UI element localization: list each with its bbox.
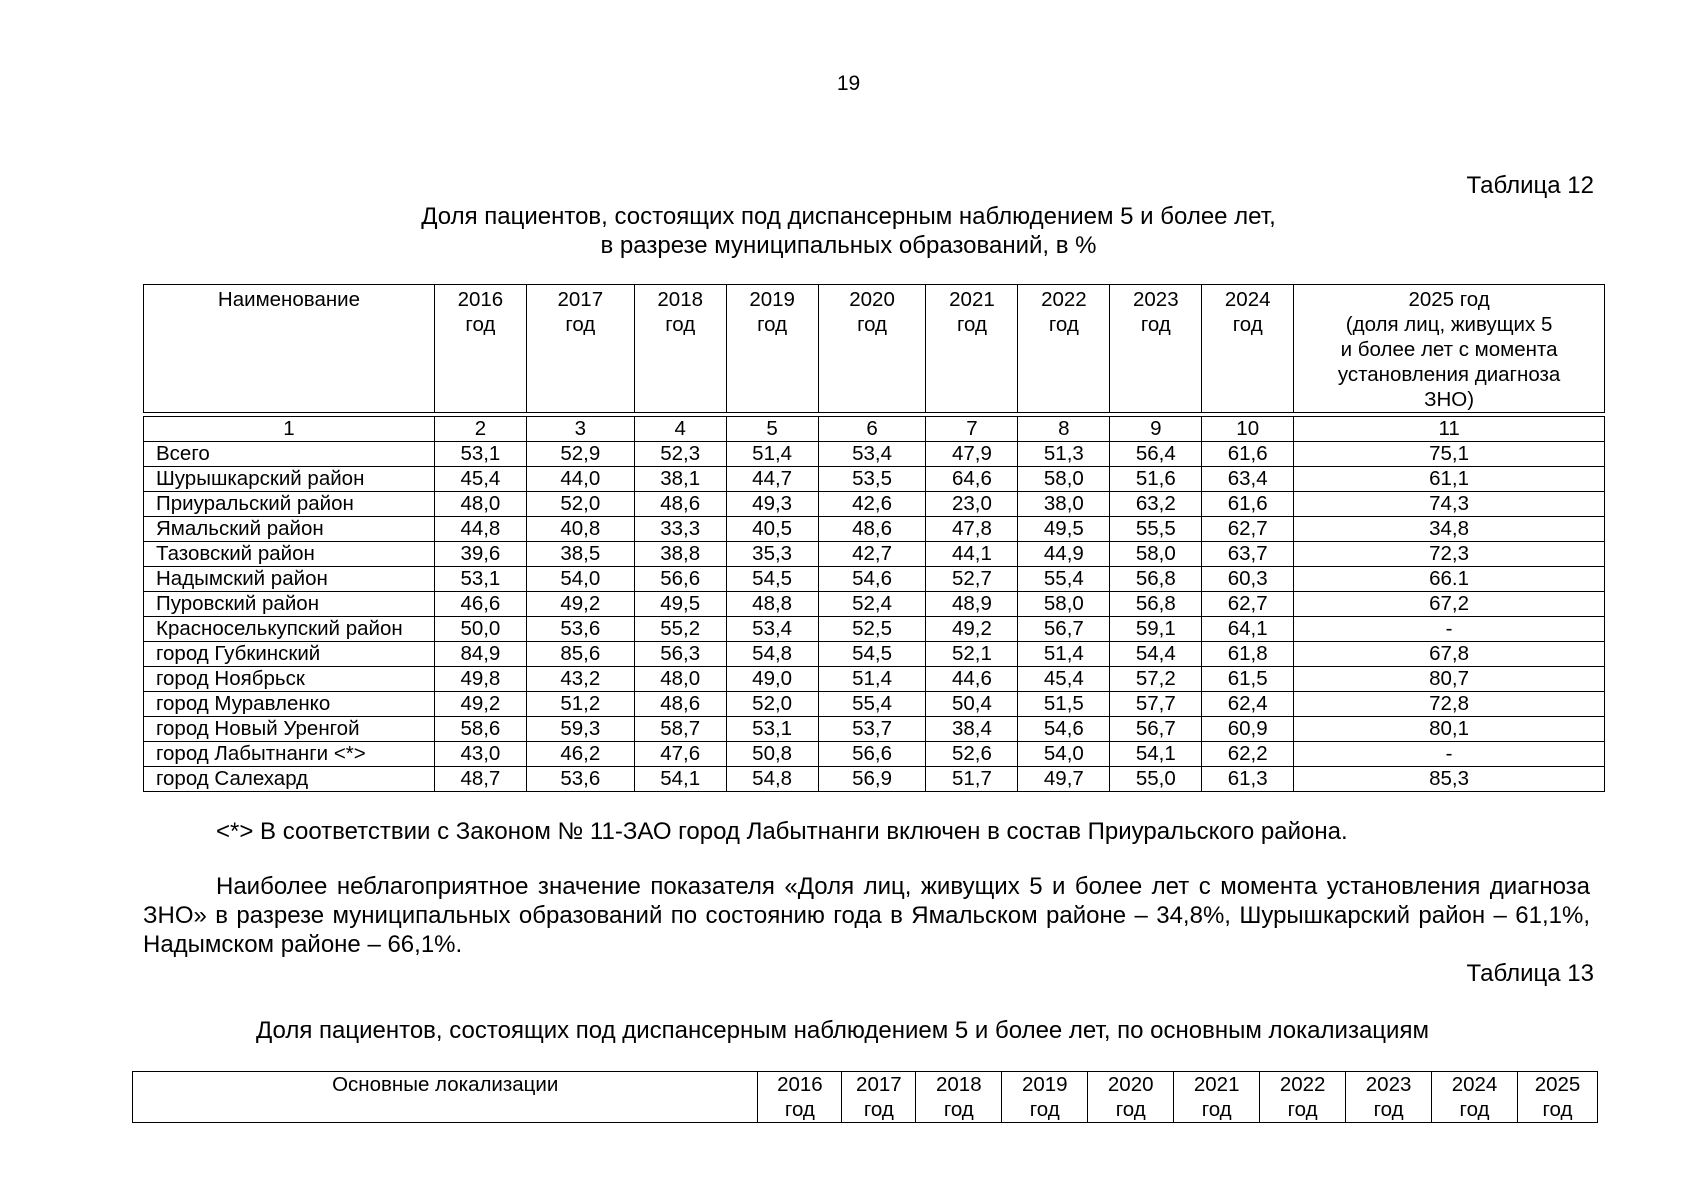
row-value: 54,1 [634,767,726,792]
row-value: 52,4 [818,592,926,617]
header-year: 2016 год [758,1072,842,1123]
header-year: 2020 год [1088,1072,1174,1123]
row-value: 63,4 [1202,467,1294,492]
header-2025: 2025 год (доля лиц, живущих 5 и более лет с момента установления диагноза ЗНО) [1294,285,1605,413]
row-value: 55,5 [1110,517,1202,542]
header-year: 2020 год [818,285,926,413]
table-row [144,442,1605,467]
row-value: 54,1 [1110,742,1202,767]
row-value: 44,0 [526,467,634,492]
row-name: город Салехард [144,767,435,792]
row-value: 54,8 [726,642,818,667]
table-row [144,492,1605,517]
row-value: 62,7 [1202,517,1294,542]
row-value: 54,8 [726,767,818,792]
table-13-header-row [133,1072,1598,1123]
row-value: 52,5 [818,617,926,642]
table-12-title-line2: в разрезе муниципальных образований, в % [600,232,1097,259]
row-value: 44,1 [926,542,1018,567]
row-value: 47,9 [926,442,1018,467]
row-value: 50,4 [926,692,1018,717]
row-value: 51,5 [1018,692,1110,717]
row-value: 59,3 [526,717,634,742]
row-value: 49,7 [1018,767,1110,792]
row-value: 54,6 [1018,717,1110,742]
header-localization: Основные локализации [133,1072,758,1123]
row-value: 51,4 [1018,642,1110,667]
table-12-header-row [144,285,1605,413]
row-value: 46,6 [434,592,526,617]
row-value: 51,3 [1018,442,1110,467]
row-value: 75,1 [1294,442,1605,467]
table-row [144,567,1605,592]
row-value: 43,0 [434,742,526,767]
row-value: - [1294,617,1605,642]
row-name: Всего [144,442,435,467]
row-value: 43,2 [526,667,634,692]
row-name: город Губкинский [144,642,435,667]
row-value: 46,2 [526,742,634,767]
header-name: Наименование [144,285,435,413]
row-name: Пуровский район [144,592,435,617]
row-value: 48,7 [434,767,526,792]
row-value: 58,0 [1018,467,1110,492]
row-value: 38,4 [926,717,1018,742]
row-value: 51,2 [526,692,634,717]
row-value: 53,1 [726,717,818,742]
row-value: 39,6 [434,542,526,567]
row-name: Приуральский район [144,492,435,517]
row-value: 58,0 [1018,592,1110,617]
row-value: 55,4 [818,692,926,717]
row-value: 62,4 [1202,692,1294,717]
row-value: 42,7 [818,542,926,567]
row-value: 54,0 [526,567,634,592]
row-value: 34,8 [1294,517,1605,542]
row-value: 80,1 [1294,717,1605,742]
row-value: 51,4 [726,442,818,467]
row-value: 56,8 [1110,567,1202,592]
row-value: 52,1 [926,642,1018,667]
row-value: 59,1 [1110,617,1202,642]
row-value: 54,4 [1110,642,1202,667]
header-year: 2024 год [1202,285,1294,413]
row-value: 55,4 [1018,567,1110,592]
body-paragraph [143,872,1590,959]
row-value: 48,9 [926,592,1018,617]
row-name: Шурышкарский район [144,467,435,492]
header-year: 2021 год [1174,1072,1260,1123]
row-value: 52,9 [526,442,634,467]
table-row [144,542,1605,567]
row-value: 56,9 [818,767,926,792]
body-paragraph-text: Наиболее неблагоприятное значение показателя «Доля лиц, живущих 5 и более лет с момента установления диагноза ЗНО» в разрезе муниципальных образований по состоянию года в Ямальском районе – 34,8%, Шурышкарский район – 61,1%, Надымском районе – 66,1%. [143,873,1590,958]
row-value: 48,0 [434,492,526,517]
row-value: 54,6 [818,567,926,592]
header-year: 2025 год [1518,1072,1598,1123]
row-value: 42,6 [818,492,926,517]
row-value: 53,6 [526,767,634,792]
row-value: - [1294,742,1605,767]
row-value: 38,1 [634,467,726,492]
row-name: город Новый Уренгой [144,717,435,742]
row-name: город Муравленко [144,692,435,717]
header-year: 2024 год [1432,1072,1518,1123]
header-year: 2017 год [526,285,634,413]
row-value: 61,8 [1202,642,1294,667]
row-value: 44,9 [1018,542,1110,567]
table-12-title-line1: Доля пациентов, состоящих под диспансерным наблюдением 5 и более лет, [421,203,1276,230]
row-value: 58,0 [1110,542,1202,567]
row-value: 53,1 [434,567,526,592]
row-value: 50,8 [726,742,818,767]
row-value: 49,2 [526,592,634,617]
row-value: 49,5 [1018,517,1110,542]
row-value: 33,3 [634,517,726,542]
row-value: 72,3 [1294,542,1605,567]
header-year: 2022 год [1018,285,1110,413]
header-year: 2016 год [434,285,526,413]
row-value: 53,6 [526,617,634,642]
row-value: 49,3 [726,492,818,517]
table-row [144,517,1605,542]
row-value: 48,6 [634,692,726,717]
row-value: 53,5 [818,467,926,492]
row-name: Тазовский район [144,542,435,567]
row-value: 84,9 [434,642,526,667]
row-value: 80,7 [1294,667,1605,692]
header-year: 2018 год [634,285,726,413]
row-value: 56,8 [1110,592,1202,617]
row-value: 45,4 [1018,667,1110,692]
table-row [144,742,1605,767]
row-value: 49,0 [726,667,818,692]
row-value: 40,5 [726,517,818,542]
row-value: 23,0 [926,492,1018,517]
row-value: 53,1 [434,442,526,467]
row-value: 62,2 [1202,742,1294,767]
row-value: 38,8 [634,542,726,567]
table-12-title [0,202,1697,260]
header-year: 2023 год [1110,285,1202,413]
row-value: 51,4 [818,667,926,692]
header-year: 2021 год [926,285,1018,413]
row-value: 52,0 [526,492,634,517]
row-value: 63,7 [1202,542,1294,567]
header-year: 2019 год [726,285,818,413]
row-value: 58,7 [634,717,726,742]
row-value: 56,7 [1110,717,1202,742]
row-value: 49,2 [434,692,526,717]
row-value: 64,6 [926,467,1018,492]
row-value: 56,6 [818,742,926,767]
row-value: 56,4 [1110,442,1202,467]
row-value: 58,6 [434,717,526,742]
row-value: 38,5 [526,542,634,567]
row-value: 57,7 [1110,692,1202,717]
row-value: 53,7 [818,717,926,742]
row-value: 54,5 [726,567,818,592]
row-value: 48,8 [726,592,818,617]
row-value: 67,8 [1294,642,1605,667]
row-value: 61,6 [1202,492,1294,517]
row-value: 38,0 [1018,492,1110,517]
row-name: город Ноябрьск [144,667,435,692]
row-value: 49,2 [926,617,1018,642]
row-value: 64,1 [1202,617,1294,642]
row-value: 54,0 [1018,742,1110,767]
row-value: 49,5 [634,592,726,617]
row-value: 85,6 [526,642,634,667]
row-value: 67,2 [1294,592,1605,617]
table-row [144,467,1605,492]
row-value: 50,0 [434,617,526,642]
row-value: 48,0 [634,667,726,692]
header-year: 2023 год [1346,1072,1432,1123]
row-value: 61,3 [1202,767,1294,792]
row-value: 44,7 [726,467,818,492]
row-value: 54,5 [818,642,926,667]
row-value: 35,3 [726,542,818,567]
row-value: 63,2 [1110,492,1202,517]
row-value: 66.1 [1294,567,1605,592]
table-12-label: Таблица 12 [1466,172,1594,199]
row-name: город Лабытнанги <*> [144,742,435,767]
table-row [144,717,1605,742]
row-value: 62,7 [1202,592,1294,617]
table-12-body [144,417,1605,792]
row-value: 56,7 [1018,617,1110,642]
row-value: 61,1 [1294,467,1605,492]
header-year: 2018 год [916,1072,1002,1123]
row-value: 53,4 [818,442,926,467]
column-number-row: 1 2 3 4 5 6 7 8 9 10 11 [144,417,1605,442]
header-year: 2017 год [842,1072,916,1123]
row-value: 56,3 [634,642,726,667]
row-value: 52,7 [926,567,1018,592]
row-value: 61,6 [1202,442,1294,467]
row-value: 61,5 [1202,667,1294,692]
table-13-title: Доля пациентов, состоящих под диспансерным наблюдением 5 и более лет, по основным локализациям [256,1017,1429,1044]
row-value: 48,6 [634,492,726,517]
row-value: 60,3 [1202,567,1294,592]
row-value: 55,0 [1110,767,1202,792]
row-value: 40,8 [526,517,634,542]
table-13-label: Таблица 13 [1466,960,1594,987]
header-year: 2019 год [1002,1072,1088,1123]
footnote: <*> В соответствии с Законом № 11-ЗАО город Лабытнанги включен в состав Приуральского района. [216,818,1348,845]
row-value: 47,6 [634,742,726,767]
row-value: 49,8 [434,667,526,692]
table-12 [143,284,1605,792]
table-row [144,767,1605,792]
row-name: Ямальский район [144,517,435,542]
row-value: 48,6 [818,517,926,542]
row-name: Красноселькупский район [144,617,435,642]
table-13 [132,1071,1598,1123]
row-name: Надымский район [144,567,435,592]
table-row [144,617,1605,642]
row-value: 45,4 [434,467,526,492]
row-value: 72,8 [1294,692,1605,717]
table-row [144,692,1605,717]
row-value: 60,9 [1202,717,1294,742]
row-value: 53,4 [726,617,818,642]
table-row [144,642,1605,667]
row-value: 74,3 [1294,492,1605,517]
row-value: 51,7 [926,767,1018,792]
row-value: 47,8 [926,517,1018,542]
row-value: 56,6 [634,567,726,592]
table-row [144,592,1605,617]
header-year: 2022 год [1260,1072,1346,1123]
row-value: 52,6 [926,742,1018,767]
row-value: 44,8 [434,517,526,542]
row-value: 55,2 [634,617,726,642]
row-value: 51,6 [1110,467,1202,492]
row-value: 52,0 [726,692,818,717]
row-value: 57,2 [1110,667,1202,692]
table-row [144,667,1605,692]
row-value: 52,3 [634,442,726,467]
row-value: 44,6 [926,667,1018,692]
row-value: 85,3 [1294,767,1605,792]
page-number: 19 [836,72,861,95]
